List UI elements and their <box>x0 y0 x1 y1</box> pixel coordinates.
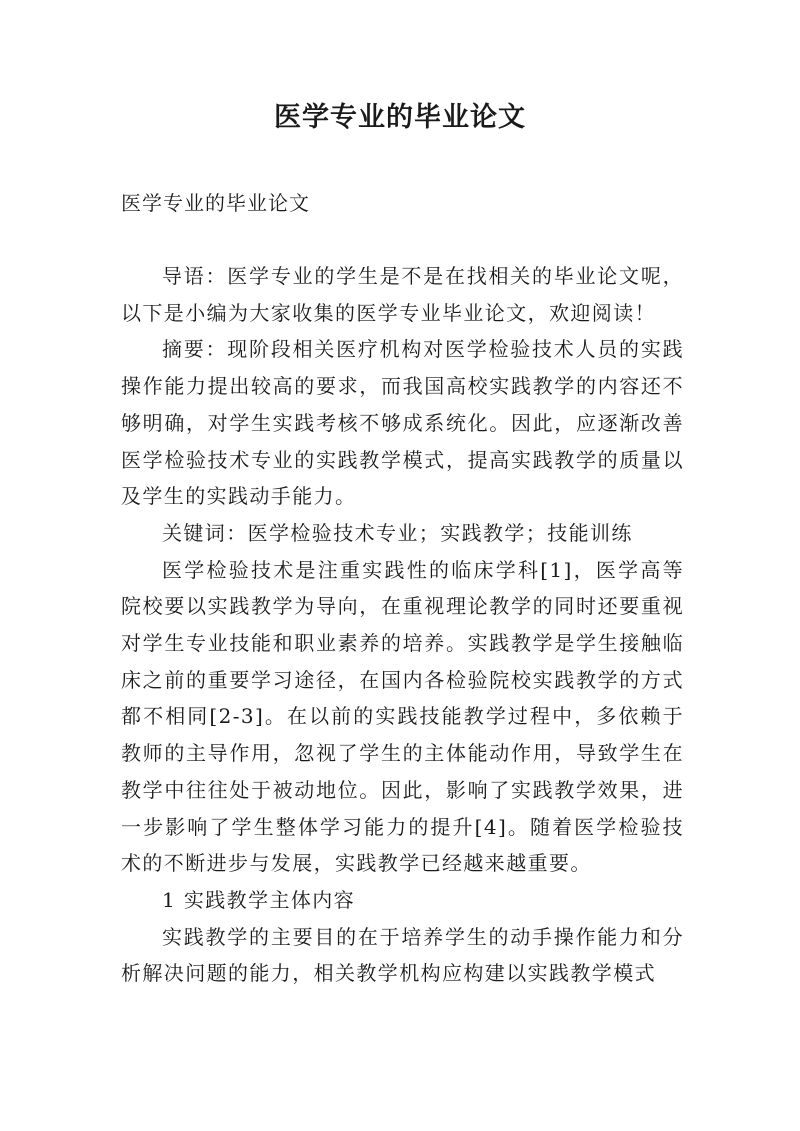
body-paragraph: 实践教学的主要目的在于培养学生的动手操作能力和分析解决问题的能力，相关教学机构应构建以实践教学模式 <box>121 924 684 986</box>
keywords-paragraph: 关键词：医学检验技术专业；实践教学；技能训练 <box>162 520 633 545</box>
intro-paragraph: 导语：医学专业的学生是不是在找相关的毕业论文呢，以下是小编为大家收集的医学专业毕业论文，欢迎阅读！ <box>121 264 684 325</box>
document-body <box>121 258 684 992</box>
body-paragraph: 医学检验技术是注重实践性的临床学科[1]，医学高等院校要以实践教学为导向，在重视理论教学的同时还要重视对学生专业技能和职业素养的培养。实践教学是学生接触临床之前的重要学习途径，在国内各检验院校实践教学的方式都不相同[2-3]。在以前的实践技能教学过程中，多依赖于教师的主导作用，忽视了学生的主体能动作用，导致学生在教学中往往处于被动地位。因此，影响了实践教学效果，进一步影响了学生整体学习能力的提升[4]。随着医学检验技术的不断进步与发展，实践教学已经越来越重要。 <box>121 557 684 876</box>
section-heading: 1 实践教学主体内容 <box>162 887 356 912</box>
document-title: 医学专业的毕业论文 <box>274 102 526 133</box>
document-subtitle: 医学专业的毕业论文 <box>121 191 310 215</box>
abstract-paragraph: 摘要：现阶段相关医疗机构对医学检验技术人员的实践操作能力提出较高的要求，而我国高校实践教学的内容还不够明确，对学生实践考核不够成系统化。因此，应逐渐改善医学检验技术专业的实践教学模式，提高实践教学的质量以及学生的实践动手能力。 <box>121 337 684 509</box>
